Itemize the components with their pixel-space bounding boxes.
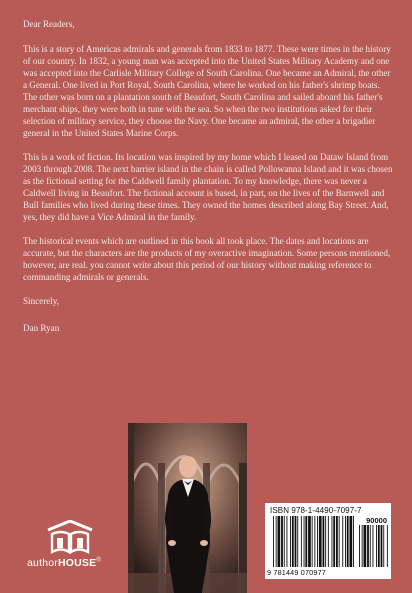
publisher-logo	[27, 520, 113, 580]
publisher-name-bold: HOUSE	[57, 557, 97, 569]
paragraph-2: This is a work of fiction. Its location was inspired by my home which I leased on Dataw Island from 2003 through 2008. The next barrier island in the chain is called Pollowanna Island and it was chosen as the fictional setting for the Caldwell family plantation. To my knowledge, there was never a Caldwell living in Beaufort. The fictional account is based, in part, on the lives of the Barnwell and Bull families who lived during these times. They owned the homes described along Bay Street. And, yes, they did have a Vice Admiral in the family.	[23, 152, 393, 222]
barcode-digits: 9 781449 070977	[267, 568, 326, 577]
publisher-name-light: author	[27, 557, 58, 569]
author-photo-illustration	[128, 423, 247, 593]
paragraph-1: This is a story of Americas admirals and generals from 1833 to 1877. These were times in the history of our country. In 1832, a young man was accepted into the United States Military Academy and one was accepted into the Carlisle Military College of South Carolina. One became an Admiral, the other a General. One lived in Port Royal, South Carolina, where he worked on his father's shrimp boats. The other was born on a plantation south of Beaufort, South Carolina and sailed aboard his father's merchant ships, they were both in tune with the sea. So when the two institutions asked for their selection of military service, they choose the Navy. One became an admiral, the other a brigadier general in the United States Marine Corps.	[23, 44, 391, 138]
price-code: 90000	[366, 516, 387, 525]
publisher-wordmark	[27, 557, 113, 569]
back-cover-letter	[23, 18, 395, 334]
closing: Sincerely,	[23, 296, 60, 306]
author-signature: Dan Ryan	[23, 323, 60, 333]
registered-mark: ®	[96, 557, 101, 564]
paragraph-3: The historical events which are outlined in this book all took place. The dates and locations are accurate, but the characters are the products of my overactive imagination. Some persons mentioned, however, are real. you cannot write about this period of our history without making reference to commanding admirals or generals.	[23, 236, 391, 282]
salutation: Dear Readers,	[23, 19, 75, 29]
isbn-barcode	[265, 503, 391, 579]
house-book-icon	[27, 520, 113, 556]
isbn-text: ISBN 978-1-4490-7097-7	[270, 506, 362, 515]
author-photo	[128, 423, 247, 593]
